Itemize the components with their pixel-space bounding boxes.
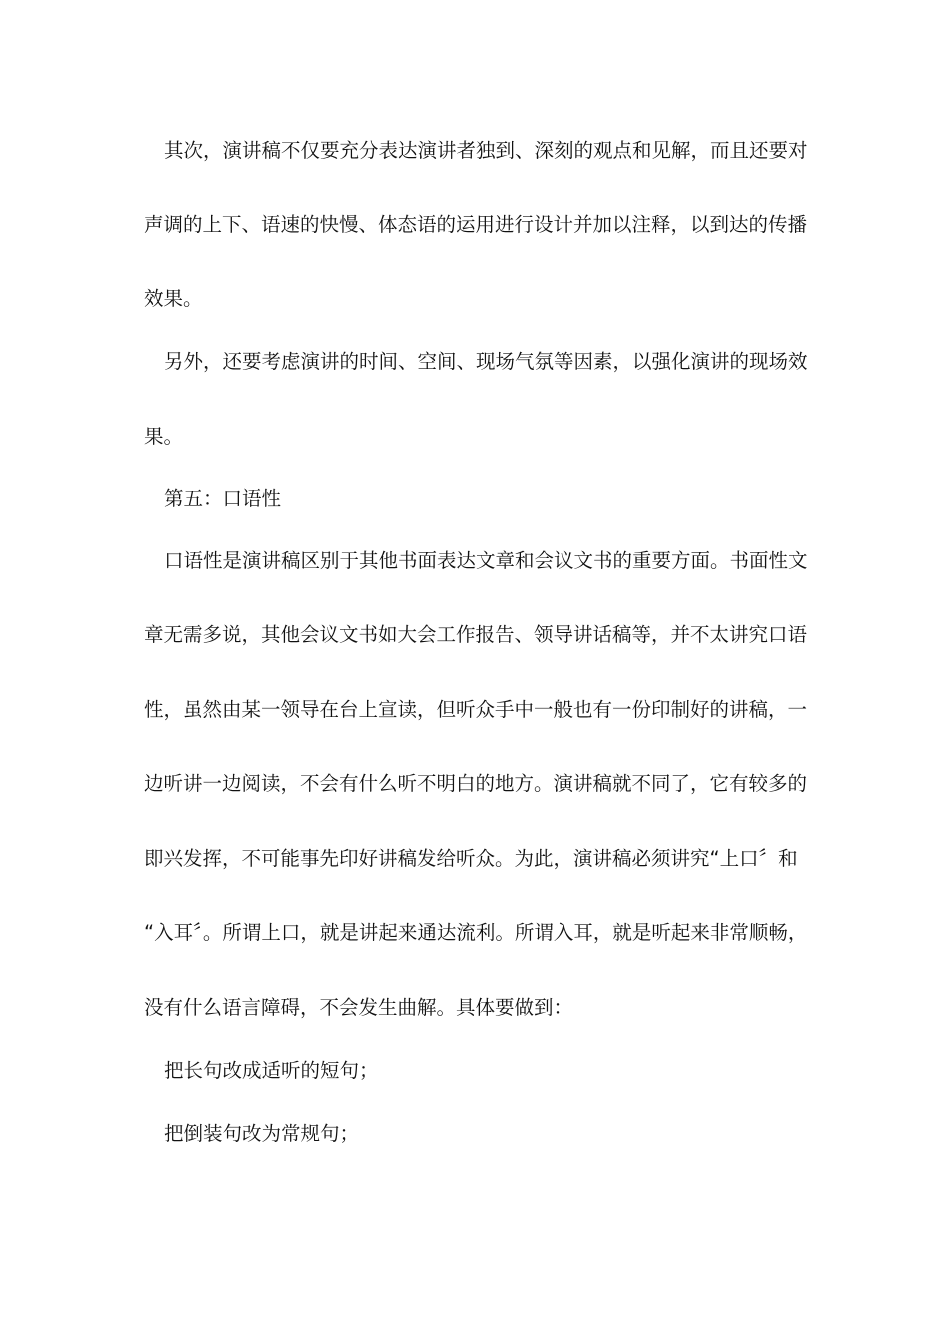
paragraph-line: 另外，还要考虑演讲的时间、空间、现场气氛等因素，以强化演讲的现场效 <box>164 350 808 373</box>
paragraph-line: “入耳〞。所谓上口，就是讲起来通达流利。所谓入耳，就是听起来非常顺畅， <box>144 921 808 944</box>
section-heading: 第五：口语性 <box>164 487 282 510</box>
paragraph-line: 声调的上下、语速的快慢、体态语的运用进行设计并加以注释，以到达的传播 <box>144 213 808 236</box>
paragraph-line: 效果。 <box>144 287 203 310</box>
paragraph-line: 性，虽然由某一领导在台上宣读，但听众手中一般也有一份印制好的讲稿，一 <box>144 698 808 721</box>
paragraph-line: 边听讲一边阅读，不会有什么听不明白的地方。演讲稿就不同了，它有较多的 <box>144 772 808 795</box>
paragraph-line: 没有什么语言障碍，不会发生曲解。具体要做到： <box>144 996 574 1019</box>
paragraph-line: 即兴发挥，不可能事先印好讲稿发给听众。为此，演讲稿必须讲究“上口〞和 <box>144 847 798 870</box>
paragraph-line: 其次，演讲稿不仅要充分表达演讲者独到、深刻的观点和见解，而且还要对 <box>164 139 808 162</box>
list-item: 把长句改成适听的短句； <box>164 1059 379 1082</box>
paragraph-line: 果。 <box>144 425 184 448</box>
paragraph-line: 章无需多说，其他会议文书如大会工作报告、领导讲话稿等，并不太讲究口语 <box>144 623 808 646</box>
paragraph-line: 口语性是演讲稿区别于其他书面表达文章和会议文书的重要方面。书面性文 <box>164 549 808 572</box>
list-item: 把倒装句改为常规句； <box>164 1122 360 1145</box>
